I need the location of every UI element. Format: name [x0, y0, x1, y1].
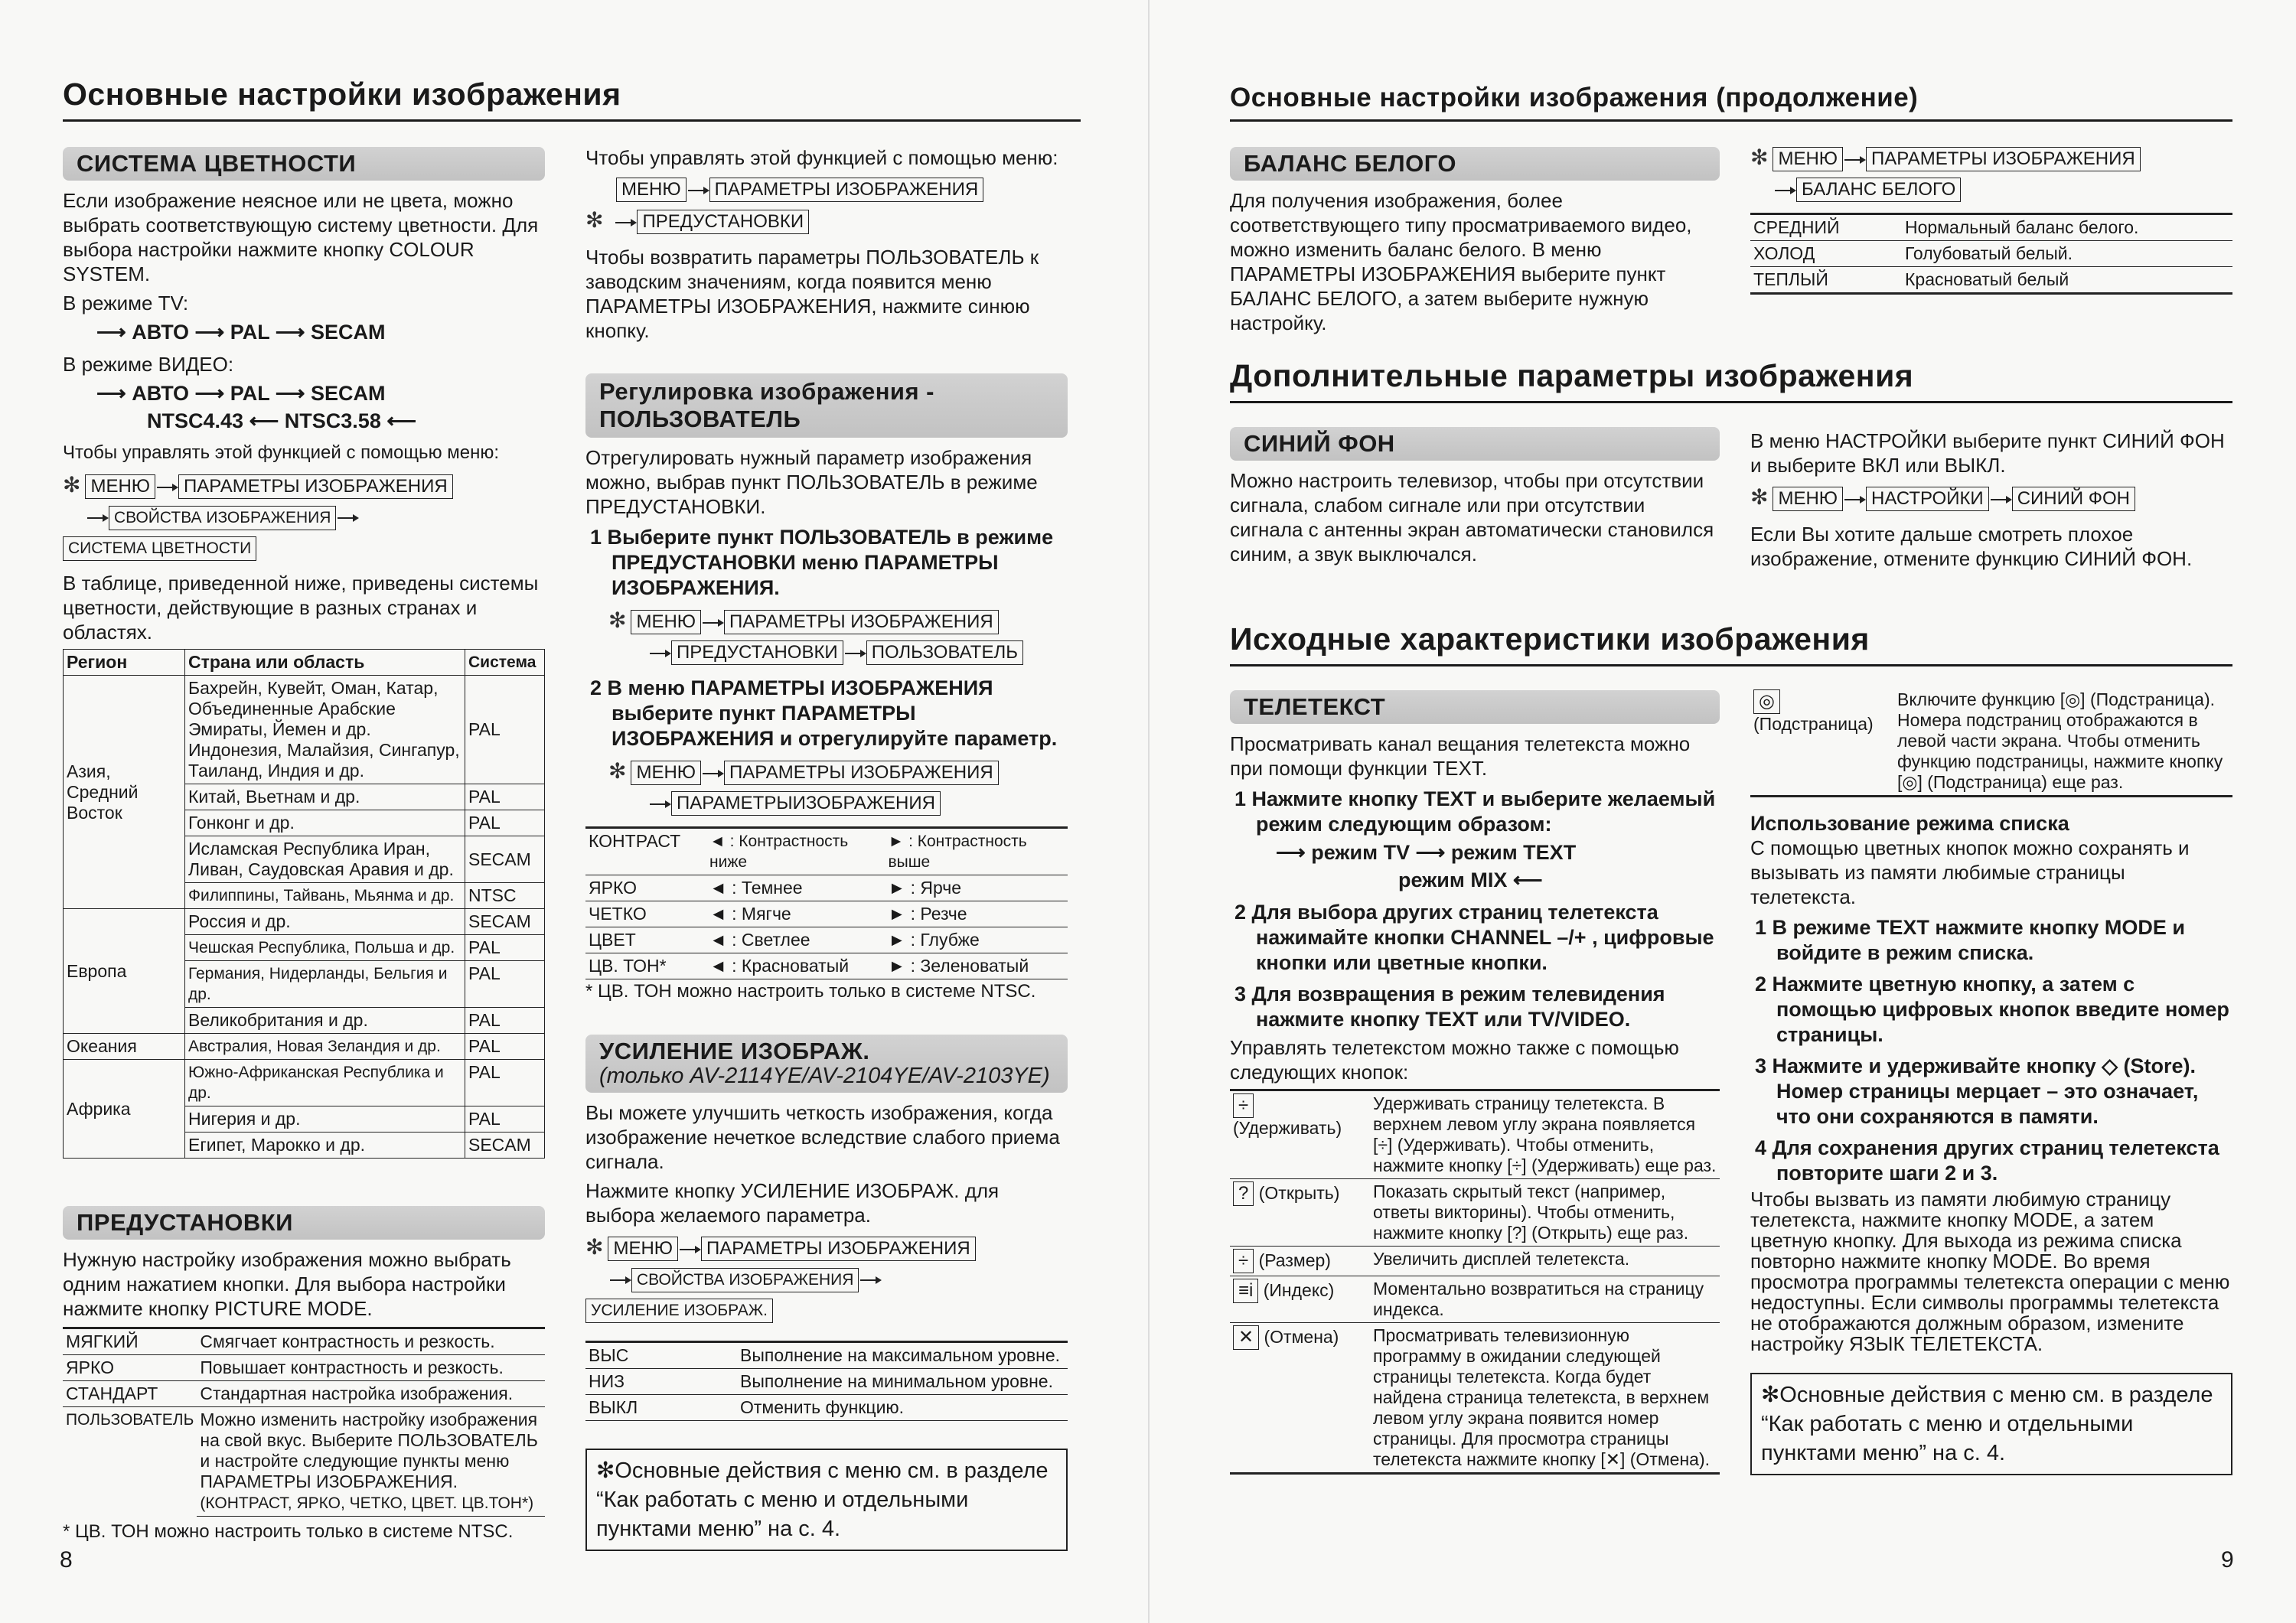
user-step-2-path: ✻ МЕНЮ ПАРАМЕТРЫ ИЗОБРАЖЕНИЯ ПАРАМЕТРЫИЗОБРАЖЕНИЯ	[585, 756, 1068, 819]
cancel-icon: ✕	[1233, 1325, 1259, 1350]
list-step-4: 4 Для сохранения других страниц телетекста повторите шаги 2 и 3.	[1755, 1136, 2219, 1185]
list-mode-after: Чтобы вызвать из памяти любимую страницу телетекста, нажмите кнопку MODE, а затем цветную кнопку. Для выхода из режима списка повторно нажмите кнопку MODE. Во время просмотра программы телетекста операции с меню недоступны. Если символы программы телетекста не отображаются должным образом, измените настройку ЯЗЫК ТЕЛЕТЕКСТА.	[1750, 1188, 2230, 1355]
teletext-heading: ТЕЛЕТЕКСТ	[1230, 690, 1720, 724]
user-step-2: 2 В меню ПАРАМЕТРЫ ИЗОБРАЖЕНИЯ выберите пункт ПАРАМЕТРЫ ИЗОБРАЖЕНИЯ и отрегулируйте параметр.	[590, 676, 1058, 750]
white-balance-section	[1230, 147, 1720, 340]
white-balance-menu-path: ✻ МЕНЮ ПАРАМЕТРЫ ИЗОБРАЖЕНИЯ БАЛАНС БЕЛОГО	[1750, 142, 2232, 205]
size-icon: ÷	[1233, 1249, 1254, 1273]
menu-help-note: ✻Основные действия с меню см. в разделе “Как работать с меню и отдельными пунктами меню” на с. 4.	[1750, 1373, 2232, 1475]
left-col-1	[63, 147, 545, 1549]
teletext-also: Управлять телетекстом можно также с помощью следующих кнопок:	[1230, 1036, 1679, 1084]
adjust-table: КОНТРАСТ ◄ : Контрастность ниже ► : Контрастность выше ЯРКО ◄ : Темнее ► : Ярче ЧЕТКО ◄ : Мягче ► : Резче ЦВЕТ ◄ : Светлее ► : Глубже ЦВ. ТОН* ◄ : Красноватый ► : Зеленоватый	[585, 826, 1068, 979]
user-intro: Отрегулировать нужный параметр изображения можно, выбрав пункт ПОЛЬЗОВАТЕЛЬ в режиме ПРЕДУСТАНОВКИ.	[585, 446, 1038, 518]
hold-icon: ÷	[1233, 1093, 1254, 1118]
title-rule	[1230, 119, 2232, 122]
menu-instruction: Чтобы управлять этой функцией с помощью меню:	[63, 442, 499, 463]
table-intro: В таблице, приведенной ниже, приведены системы цветности, действующие в разных странах и областях.	[63, 572, 539, 644]
enhance-heading: УСИЛЕНИЕ ИЗОБРАЖ. (только AV-2114YE/AV-2104YE/AV-2103YE)	[585, 1035, 1068, 1093]
subpage-icon: ◎	[1753, 689, 1780, 714]
menu-help-note: ✻Основные действия с меню см. в разделе “Как работать с меню и отдельными пунктами меню” на с. 4.	[585, 1449, 1068, 1551]
video-mode-cycle-bottom: NTSC4.43 ⟵ NTSC3.58 ⟵	[147, 409, 417, 432]
right-page	[1148, 0, 2296, 1623]
teletext-col-1	[1230, 690, 1720, 1475]
page-number: 9	[2221, 1547, 2234, 1572]
left-col-2	[585, 145, 1068, 1551]
blue-bg-select: В меню НАСТРОЙКИ выберите пункт СИНИЙ ФОН и выберите ВКЛ или ВЫКЛ.	[1750, 429, 2225, 477]
list-step-2: 2 Нажмите цветную кнопку, а затем с помощью цифровых кнопок введите номер страницы.	[1755, 973, 2229, 1046]
teletext-cycle-top: ⟶ режим TV ⟶ режим TEXT	[1276, 841, 1577, 864]
color-system-menu-path: ✻ МЕНЮ ПАРАМЕТРЫ ИЗОБРАЖЕНИЯ СВОЙСТВА ИЗОБРАЖЕНИЯСИСТЕМА ЦВЕТНОСТИ	[63, 470, 545, 563]
blue-bg-section	[1230, 427, 1720, 571]
teletext-intro: Просматривать канал вещания телетекста можно при помощи функции TEXT.	[1230, 732, 1691, 780]
menu-instruction-2: Чтобы управлять этой функцией с помощью меню:	[585, 146, 1058, 169]
asterisk-icon: ✻	[1750, 145, 1769, 169]
tv-mode-cycle: ⟶ АВТО ⟶ PAL ⟶ SECAM	[96, 321, 386, 344]
page-number: 8	[60, 1547, 73, 1572]
list-step-1: 1 В режиме TEXT нажмите кнопку MODE и войдите в режим списка.	[1755, 916, 2185, 964]
user-step-1: 1 Выберите пункт ПОЛЬЗОВАТЕЛЬ в режиме ПРЕДУСТАНОВКИ меню ПАРАМЕТРЫ ИЗОБРАЖЕНИЯ.	[590, 526, 1054, 599]
enhance-table: ВЫС Выполнение на максимальном уровне. НИЗ Выполнение на минимальном уровне. ВЫКЛ Отменить функцию.	[585, 1341, 1068, 1421]
enhance-menu-path: ✻ МЕНЮ ПАРАМЕТРЫ ИЗОБРАЖЕНИЯ СВОЙСТВА ИЗОБРАЖЕНИЯУСИЛЕНИЕ ИЗОБРАЖ.	[585, 1232, 1068, 1325]
reset-text: Чтобы возвратить параметры ПОЛЬЗОВАТЕЛЬ к заводским значениям, когда появится меню ПАРАМЕТРЫ ИЗОБРАЖЕНИЯ, нажмите синюю кнопку.	[585, 246, 1039, 342]
user-heading: Регулировка изображения - ПОЛЬЗОВАТЕЛЬ	[585, 373, 1068, 438]
enhance-intro: Вы можете улучшить четкость изображения, когда изображение нечеткое вследствие слабого приема сигнала.	[585, 1101, 1060, 1173]
subpage-table: ◎ (Подстраница) Включите функцию [◎] (Подстраница). Номера подстраниц отображаются в левой части экрана. Чтобы отменить функцию подстраницы, нажмите кнопку [◎] (Подстраница) еще раз.	[1750, 687, 2232, 797]
list-mode-heading: Использование режима списка	[1750, 812, 2069, 835]
list-mode-intro: С помощью цветных кнопок можно сохранять и вызывать из памяти любимые страницы телетекста.	[1750, 836, 2190, 908]
presets-table: МЯГКИЙ Смягчает контрастность и резкость. ЯРКО Повышает контрастность и резкость. СТАНДАРТ Стандартная настройка изображения. ПОЛЬЗОВАТЕЛЬ Можно изменить настройку изображения на свой вкус. Выберите ПОЛЬЗОВАТЕЛЬ и настройте следующие пункты меню ПАРАМЕТРЫ ИЗОБРАЖЕНИЯ. (КОНТРАСТ, ЯРКО, ЧЕТКО, ЦВЕТ. ЦВ.ТОН*)	[63, 1327, 545, 1517]
teletext-cycle-bottom: режим MIX ⟵	[1398, 869, 1543, 891]
white-balance-menu	[1750, 138, 2232, 295]
initial-rule	[1230, 664, 2232, 666]
tv-mode-label: В режиме TV:	[63, 292, 189, 314]
asterisk-icon: ✻	[585, 208, 604, 232]
asterisk-icon: ✻	[63, 473, 81, 497]
enhance-press: Нажмите кнопку УСИЛЕНИЕ ИЗОБРАЖ. для выбора желаемого параметра.	[585, 1179, 1000, 1227]
user-step-1-path: ✻ МЕНЮ ПАРАМЕТРЫ ИЗОБРАЖЕНИЯ ПРЕДУСТАНОВКИ ПОЛЬЗОВАТЕЛЬ	[585, 605, 1068, 668]
teletext-step-2: 2 Для выбора других страниц телетекста нажимайте кнопки CHANNEL –/+ , цифровые кнопки или цветные кнопки.	[1234, 901, 1714, 974]
index-icon: ≡i	[1233, 1279, 1258, 1303]
presets-menu-path: МЕНЮ ПАРАМЕТРЫ ИЗОБРАЖЕНИЯ ✻ ПРЕДУСТАНОВКИ	[585, 174, 1068, 237]
asterisk-icon: ✻	[1750, 485, 1769, 509]
white-balance-intro: Для получения изображения, более соответствующего типу просматриваемого видео, можно изменить баланс белого. В меню ПАРАМЕТРЫ ИЗОБРАЖЕНИЯ выберите пункт БАЛАНС БЕЛОГО, а затем выберите нужную настройку.	[1230, 189, 1692, 334]
teletext-col-2	[1750, 687, 2232, 1475]
list-step-3: 3 Нажмите и удерживайте кнопку ◇ (Store). Номер страницы мерцает – это означает, что они сохраняются в памяти.	[1755, 1054, 2199, 1128]
presets-heading: ПРЕДУСТАНОВКИ	[63, 1206, 545, 1240]
video-mode-cycle-top: ⟶ АВТО ⟶ PAL ⟶ SECAM	[96, 382, 386, 405]
title-rule	[63, 119, 1081, 122]
extra-title: Дополнительные параметры изображения	[1230, 358, 1914, 393]
asterisk-icon: ✻	[585, 1235, 604, 1259]
initial-title: Исходные характеристики изображения	[1230, 621, 1870, 657]
page-title: Основные настройки изображения (продолжение)	[1230, 83, 1919, 112]
adjust-footnote: * ЦВ. ТОН можно настроить только в системе NTSC.	[585, 981, 1036, 1002]
blue-bg-intro: Можно настроить телевизор, чтобы при отсутствии сигнала, слабом сигнале или при отсутствии сигнала с антенны экран автоматически становился синим, а звук выключался.	[1230, 469, 1714, 565]
color-system-heading: СИСТЕМА ЦВЕТНОСТИ	[63, 147, 545, 181]
region-table: Регион Страна или область Система Азия, Средний Восток Бахрейн, Кувейт, Оман, Катар, Объединенные Арабские Эмираты, Йемен и др. Индонезия, Малайзия, Сингапур, Таиланд, Индия и др. PAL Китай, Вьетнам и др. PAL Гонконг и др. PAL Исламская Республика Иран, Ливан, Саудовская Аравия и др. SECAM Филиппины, Тайвань, Мьянма и др. NTSC Европа Россия и др. SECAM Чешская Республика, Польша и др. PAL Германия, Нидерланды, Бельгия и др. PAL Великобритания и др. PAL Океания Австралия, Новая Зеландия и др. PAL Африка Южно-Африканская Республика и др. PAL Нигерия и др. PAL Египет, Марокко и др. SECAM	[63, 649, 545, 1159]
video-mode-label: В режиме ВИДЕО:	[63, 353, 234, 376]
teletext-buttons-table: ÷ (Удерживать) Удерживать страницу телетекста. В верхнем левом углу экрана появляется [÷] (Удерживать). Чтобы отменить, нажмите кнопку [÷] (Удерживать) еще раз. ? (Открыть) Показать скрытый текст (например, ответы викторины). Чтобы отменить, нажмите кнопку [?] (Открыть) еще раз. ÷ (Размер) Увеличить дисплей телетекста. ≡i (Индекс) Моментально возвратиться на страницу индекса. ✕ (Отмена) Просматривать телевизионную программу в ожидании следующей страницы телетекста. Когда будет найдена страница телетекста, в верхнем левом углу экрана появится номер страницы. Для просмотра страницы телетекста нажмите кнопку [✕] (Отмена).	[1230, 1089, 1720, 1475]
blue-bg-poor: Если Вы хотите дальше смотреть плохое изображение, отмените функцию СИНИЙ ФОН.	[1750, 523, 2193, 570]
blue-bg-menu-path: ✻ МЕНЮ НАСТРОЙКИ СИНИЙ ФОН	[1750, 482, 2232, 514]
extra-rule	[1230, 401, 2232, 403]
page-title: Основные настройки изображения	[63, 77, 621, 112]
presets-intro: Нужную настройку изображения можно выбрать одним нажатием кнопки. Для выбора настройки нажмите кнопку PICTURE MODE.	[63, 1248, 511, 1320]
color-system-intro: Если изображение неясное или не цвета, можно выбрать соответствующую систему цветности. Для выбора настройки нажмите кнопку COLOUR SYSTEM.	[63, 189, 539, 285]
blue-bg-menu	[1750, 429, 2232, 575]
teletext-step-3: 3 Для возвращения в режим телевидения нажмите кнопку TEXT или TV/VIDEO.	[1234, 983, 1665, 1031]
presets-footnote: * ЦВ. ТОН можно настроить только в системе NTSC.	[63, 1521, 514, 1542]
white-balance-heading: БАЛАНС БЕЛОГО	[1230, 147, 1720, 181]
asterisk-icon: ✻	[608, 608, 627, 632]
asterisk-icon: ✻	[608, 759, 627, 783]
blue-bg-heading: СИНИЙ ФОН	[1230, 427, 1720, 461]
teletext-step-1: 1 Нажмите кнопку TEXT и выберите желаемый режим следующим образом:	[1234, 787, 1716, 836]
white-balance-table: СРЕДНИЙ Нормальный баланс белого. ХОЛОД Голубоватый белый. ТЕПЛЫЙ Красноватый белый	[1750, 213, 2232, 295]
reveal-icon: ?	[1233, 1181, 1254, 1206]
